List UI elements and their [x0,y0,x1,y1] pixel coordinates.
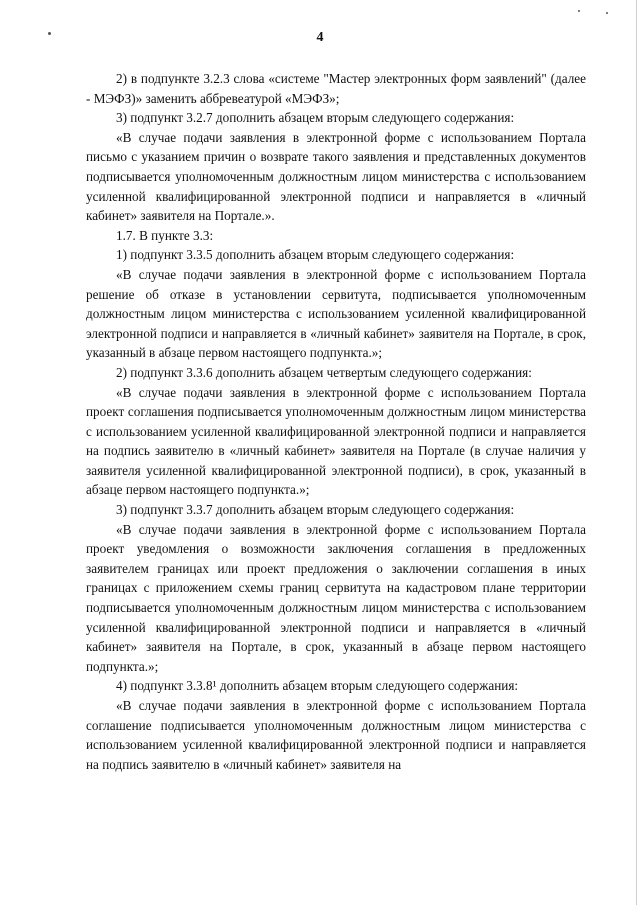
paragraph: 4) подпункт 3.3.8¹ дополнить абзацем вторым следующего содержания: [116,678,519,694]
paragraph: 3) подпункт 3.3.7 дополнить абзацем вторым следующего содержания: [116,502,515,518]
scan-speck [578,10,580,12]
paragraph: «В случае подачи заявления в электронной форме с использованием Портала соглашение подписывается уполномоченным должностным лицом министерства с использованием усиленной квалифицированной электронной подписи и направляется на подпись заявителю в «личный кабинет» заявителя на [86,698,586,772]
scan-edge [636,0,637,905]
paragraph: 1.7. В пункте 3.3: [116,227,214,243]
paragraph: «В случае подачи заявления в электронной форме с использованием Портала проект соглашения подписывается уполномоченным должностным лицом министерства с использованием усиленной квалифицированной электронной подписи и направляется на подпись заявителю в «личный кабинет» заявителя на Портале (в случае наличия у заявителя усиленной квалифицированной электронной подписи), в срок, указанный в абзаце первом настоящего подпункта.»; [86,384,586,498]
paragraph: «В случае подачи заявления в электронной форме с использованием Портала письмо с указанием причин о возврате такого заявления и представленных документов подписывается уполномоченным должностным лицом министерства с использованием усиленной квалифицированной электронной подписи и направляется в «личный кабинет» заявителя на Портале.». [86,129,586,224]
document-body [86,69,586,774]
paragraph: 2) в подпункте 3.2.3 слова «системе "Мастер электронных форм заявлений" (далее - МЭФЗ)» заменить аббревеатурой «МЭФЗ»; [86,71,586,106]
scan-speck [606,12,608,14]
paragraph: «В случае подачи заявления в электронной форме с использованием Портала решение об отказе в установлении сервитута, подписывается уполномоченным должностным лицом министерства с использованием усиленной квалифицированной электронной подписи и направляется в «личный кабинет» заявителя на Портале, в срок, указанный в абзаце первом настоящего подпункта.»; [86,266,586,361]
paragraph: 3) подпункт 3.2.7 дополнить абзацем вторым следующего содержания: [116,110,515,126]
paragraph: «В случае подачи заявления в электронной форме с использованием Портала проект уведомления о возможности заключения соглашения в предложенных заявителем границах или проект предложения о заключении соглашения в иных границах с приложением схемы границ сервитута на кадастровом плане территории подписывается уполномоченным должностным лицом министерства с использованием усиленной квалифицированной электронной подписи и направляется в «личный кабинет» заявителя на Портале, в срок, указанный в абзаце первом настоящего подпункта.»; [86,521,586,674]
page-number: 4 [316,30,324,45]
paragraph: 2) подпункт 3.3.6 дополнить абзацем четвертым следующего содержания: [116,364,532,380]
paragraph: 1) подпункт 3.3.5 дополнить абзацем вторым следующего содержания: [116,247,515,263]
